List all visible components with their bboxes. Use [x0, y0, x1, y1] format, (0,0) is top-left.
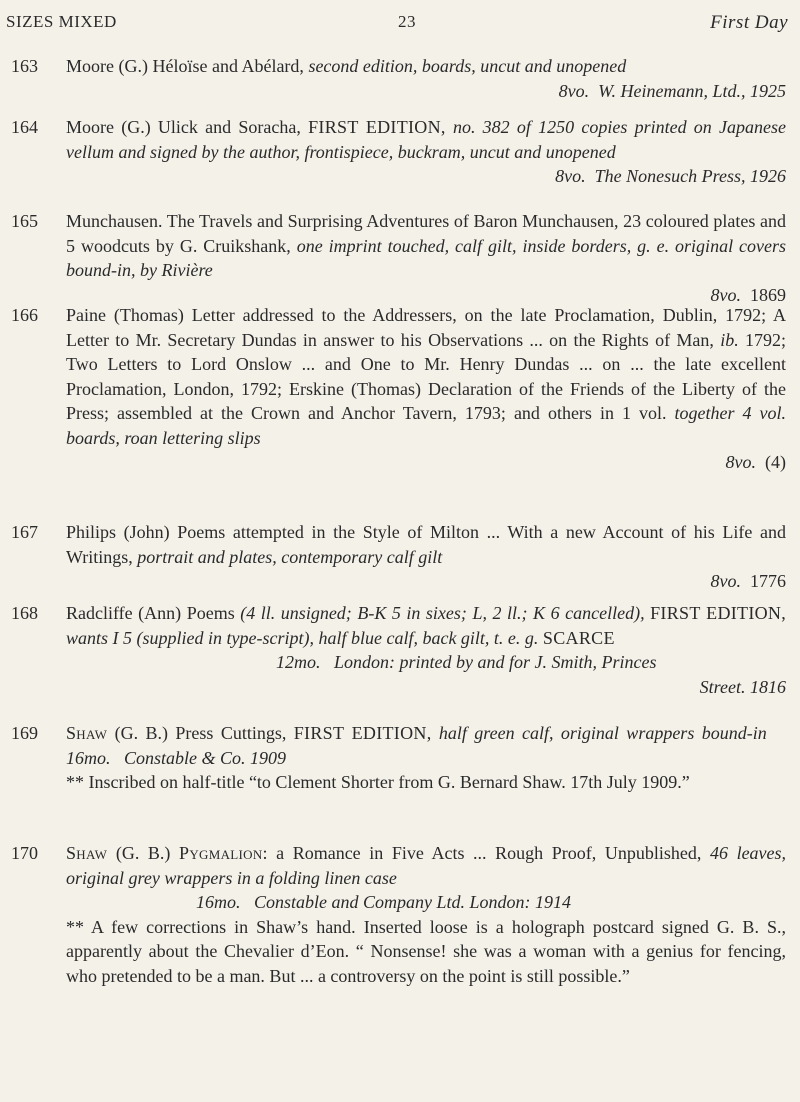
- running-head-right: First Day: [710, 12, 788, 33]
- lot-description: Radcliffe (Ann) Poems (4 ll. unsigned; B-K 5 in sixes; L, 2 ll.; K 6 cancelled), FIRST EDITION, wants I 5 (supplied in type-script), half blue calf, back gilt, t. e. g. SCARCE 12mo. London: printed by and for J. Smith, Princes Street. 1816: [66, 603, 787, 697]
- lot-number: 166: [11, 305, 38, 325]
- lot-description: Philips (John) Poems attempted in the Style of Milton ... With a new Account of his Life and Writings, portrait and plates, contemporary calf gilt 8vo. 1776: [66, 522, 786, 591]
- lot-note: ** Inscribed on half-title “to Clement Shorter from G. Bernard Shaw. 17th July 1909.”: [66, 772, 690, 792]
- lot-description: Shaw (G. B.) Pygmalion: a Romance in Five Acts ... Rough Proof, Unpublished, 46 leaves, original grey wrappers in a folding linen case 16mo. Constable and Company Ltd. London: 1914 ** A few corrections in Shaw’s hand. Inserted loose is a holograph postcard signed G. B. S., apparently about the Chevalier d’Eon. “ Nonsense! she was a woman with a genius for fencing, who pretended to be a man. But ... a controversy on the point is still possible.”: [66, 841, 786, 988]
- lot-number: 163: [11, 56, 38, 76]
- lot-number: 164: [11, 117, 38, 137]
- lot-number: 169: [11, 723, 38, 743]
- page-number: 23: [398, 12, 416, 31]
- lot-number: 170: [11, 843, 38, 863]
- lot-note: ** A few corrections in Shaw’s hand. Inserted loose is a holograph postcard signed G. B. S., apparently about the Chevalier d’Eon. “ Nonsense! she was a woman with a genius for fencing, who pretended to be a man. But ... a controversy on the point is still possible.”: [66, 916, 786, 986]
- lot-description: Moore (G.) Héloïse and Abélard, second edition, boards, uncut and unopened 8vo. W. Heinemann, Ltd., 1925: [66, 56, 786, 101]
- lot-number: 165: [11, 211, 38, 231]
- page-header: [6, 12, 788, 42]
- lot-description: Moore (G.) Ulick and Soracha, FIRST EDITION, no. 382 of 1250 copies printed on Japanese vellum and signed by the author, frontispiece, buckram, uncut and unopened 8vo. The Nonesuch Press, 1926: [66, 117, 787, 186]
- lot-description: Munchausen. The Travels and Surprising Adventures of Baron Munchausen, 23 coloured plates and 5 woodcuts by G. Cruikshank, one imprint touched, calf gilt, inside borders, g. e. original covers bound-in, by Rivière 8vo. 1869: [66, 211, 786, 305]
- lot-description: Shaw (G. B.) Press Cuttings, FIRST EDITION, half green calf, original wrappers bound-in 16mo. Constable & Co. 1909 ** Inscribed on half-title “to Clement Shorter from G. Bernard Shaw. 17th July 1909.”: [66, 721, 786, 795]
- lot-description: Paine (Thomas) Letter addressed to the Addressers, on the late Proclamation, Dublin, 1792; A Letter to Mr. Secretary Dundas in answer to his Observations ... on the Rights of Man, ib. 1792; Two Letters to Lord Onslow ... and One to Mr. Henry Dundas ... on ... the late excellent Proclamation, London, 1792; Erskine (Thomas) Declaration of the Friends of the Liberty of the Press; assembled at the Crown and Anchor Tavern, 1793; and others in 1 vol. together 4 vol. boards, roan lettering slips 8vo. (4): [66, 305, 787, 472]
- running-head-left: SIZES MIXED: [6, 12, 117, 31]
- lot-number: 168: [11, 603, 38, 623]
- lot-number: 167: [11, 522, 38, 542]
